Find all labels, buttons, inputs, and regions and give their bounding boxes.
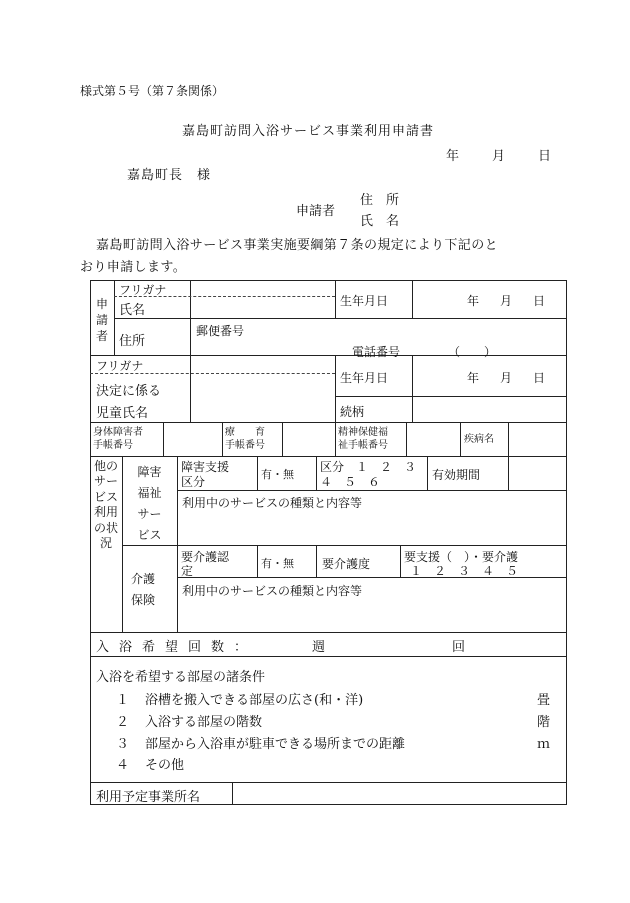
- support-level-line1: 障害支援: [181, 460, 230, 474]
- category-line1: 区分 １ ２ ３: [320, 460, 417, 474]
- care-options-line1: 要支援（ ）・要介護: [404, 550, 519, 564]
- mental-cert-line2: 祉手帳番号: [338, 440, 388, 451]
- applicant-dob-month: 月: [500, 294, 513, 308]
- disease-label: 疾病名: [464, 434, 494, 445]
- condition-text: 部屋から入浴車が駐車できる場所までの距離: [145, 737, 406, 752]
- care-yes-no: 有・無: [261, 557, 294, 570]
- child-label-line1: 決定に係る: [96, 384, 162, 399]
- condition-number: ３: [116, 737, 130, 752]
- body-text-line2: おり申請します。: [80, 260, 187, 275]
- applicant-section-label: 申請者: [95, 297, 108, 343]
- physical-cert-line2: 手帳番号: [93, 440, 133, 451]
- date-year-label: 年: [446, 149, 460, 164]
- room-conditions-title: 入浴を希望する部屋の諸条件: [96, 670, 266, 685]
- validity-period-label: 有効期間: [432, 468, 481, 482]
- mental-cert-line1: 精神保健福: [338, 427, 388, 438]
- care-level-label: 要介護度: [322, 557, 371, 571]
- condition-text: 浴槽を搬入できる部屋の広さ(和・洋): [145, 693, 364, 708]
- other-services-section-label: 他のサービス利用の状況: [93, 459, 118, 551]
- relationship-label: 続柄: [340, 405, 365, 419]
- applicant-header-label: 申請者: [296, 204, 336, 219]
- condition-unit: 畳: [537, 693, 551, 708]
- condition-number: ２: [116, 715, 130, 730]
- name-header-label: 氏 名: [360, 214, 400, 229]
- support-level-line2: 区分: [181, 475, 206, 489]
- body-text-line1: 嘉島町訪問入浴サービス事業実施要綱第７条の規定により下記のと: [96, 238, 499, 253]
- postal-code-label: 郵便番号: [196, 324, 245, 338]
- care-cert-line1: 要介護認: [181, 550, 230, 564]
- form-number: 様式第５号（第７条関係）: [80, 84, 225, 98]
- care-services-content-label: 利用中のサービスの種類と内容等: [182, 584, 363, 598]
- category-line2: ４ ５ ６: [320, 475, 381, 489]
- planned-provider-label: 利用予定事業所名: [96, 790, 201, 805]
- condition-text: その他: [145, 758, 185, 773]
- child-dob-day: 日: [533, 371, 546, 385]
- condition-unit: ｍ: [537, 737, 551, 752]
- support-yes-no: 有・無: [261, 468, 294, 481]
- care-insurance-label-line2: 保険: [131, 593, 156, 607]
- welfare-services-content-label: 利用中のサービスの種類と内容等: [182, 496, 363, 510]
- applicant-name-label: 氏名: [119, 303, 146, 318]
- welfare-services-label: 障害福祉サービス: [137, 465, 162, 542]
- child-dob-label: 生年月日: [340, 371, 389, 385]
- applicant-address-label: 住所: [119, 334, 146, 349]
- date-day-label: 日: [538, 149, 552, 164]
- care-cert-line2: 定: [181, 564, 194, 578]
- condition-number: ４: [116, 758, 130, 773]
- child-label-line2: 児童氏名: [96, 406, 149, 421]
- date-month-label: 月: [492, 149, 506, 164]
- bath-frequency-label: 入浴希望回数：: [96, 640, 258, 655]
- child-dob-year: 年: [467, 371, 480, 385]
- applicant-dob-label: 生年月日: [340, 294, 389, 308]
- child-furigana-label: フリガナ: [96, 359, 144, 373]
- applicant-dob-day: 日: [533, 294, 546, 308]
- form-title: 嘉島町訪問入浴サービス事業利用申請書: [182, 124, 435, 139]
- applicant-dob-year: 年: [467, 294, 480, 308]
- condition-unit: 階: [537, 715, 551, 730]
- applicant-furigana-label: フリガナ: [119, 283, 167, 297]
- care-insurance-label-line1: 介護: [131, 572, 156, 586]
- addressee: 嘉島町長 様: [127, 168, 212, 183]
- ryouiku-cert-line2: 手帳番号: [225, 440, 265, 451]
- ryouiku-cert-line1: 療 育: [225, 427, 265, 438]
- physical-cert-line1: 身体障害者: [93, 427, 143, 438]
- phone-label: 電話番号: [352, 345, 401, 359]
- care-options-line2: １ ２ ３ ４ ５: [410, 564, 519, 578]
- condition-number: １: [116, 693, 130, 708]
- frequency-times-label: 回: [452, 640, 466, 655]
- phone-area-paren: （ ）: [448, 345, 497, 359]
- frequency-week-label: 週: [312, 640, 326, 655]
- address-header-label: 住 所: [360, 193, 400, 208]
- condition-text: 入浴する部屋の階数: [145, 715, 263, 730]
- child-dob-month: 月: [500, 371, 513, 385]
